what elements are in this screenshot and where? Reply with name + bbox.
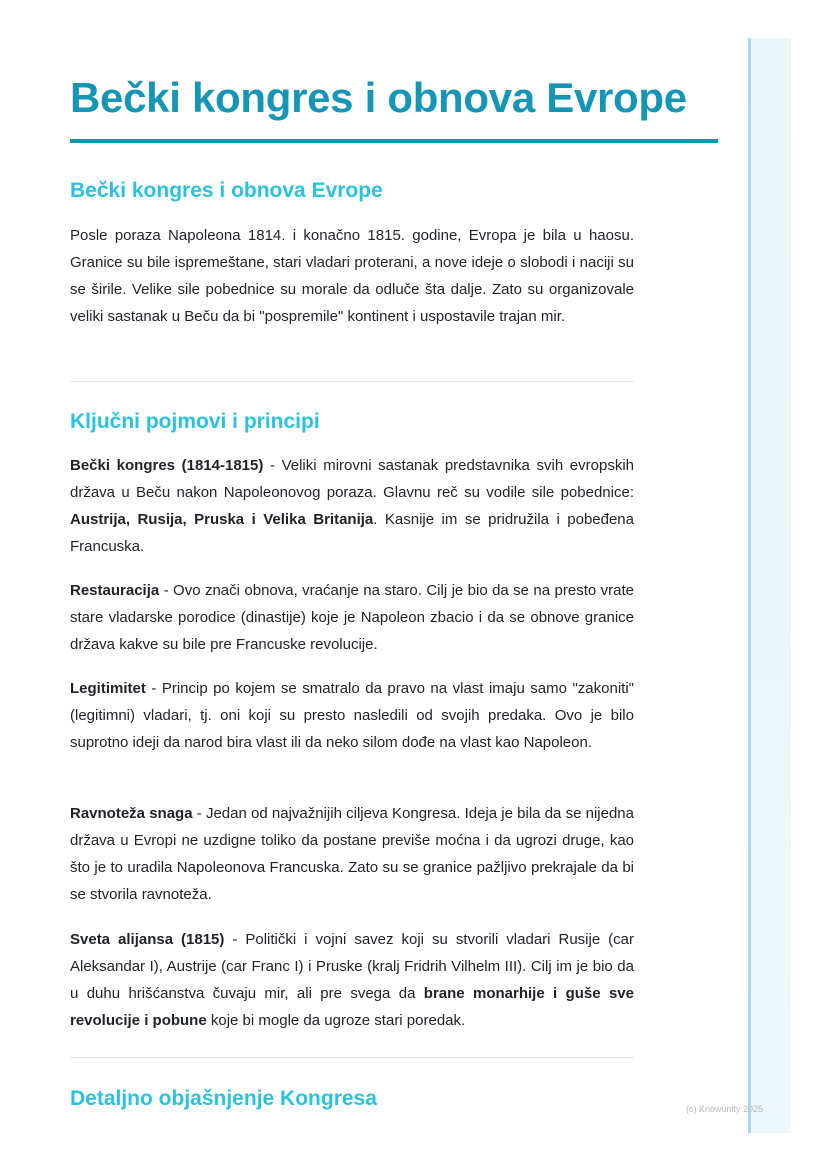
concept-term: Restauracija <box>70 582 160 599</box>
concept-text: - Ovo znači obnova, vraćanje na staro. Cilj je bio da se na presto vrate stare vladarske porodice (dinastije) koje je Napoleon zbacio i da se obnove granice država kakve su bile pre Francuske revolucije. <box>70 582 634 653</box>
concept-text: - Politički i vojni savez koji su stvorili vladari Rusije (car Aleksandar I), Austrije (car Franc I) i Pruske (kralj Fridrih Vilhelm III). Cilj im je bio da u duhu hrišćanstva čuvaju mir, ali pre svega da <box>70 931 634 1002</box>
concept-emphasis: Austrija, Rusija, Pruska i Velika Britanija <box>70 511 374 528</box>
intro-heading: Bečki kongres i obnova Evrope <box>70 179 383 202</box>
concept-term: Legitimitet <box>70 680 146 697</box>
page-title: Bečki kongres i obnova Evrope <box>70 74 687 121</box>
intro-paragraph: Posle poraza Napoleona 1814. i konačno 1815. godine, Evropa je bila u haosu. Granice su bile ispremeštane, stari vladari proterani, a nove ideje o slobodi i naciji su se širile. Velike sile pobednice su morale da odluče šta dalje. Zato su organizovale veliki sastanak u Beču da bi "pospremile" kontinent i uspostavile trajan mir. <box>70 227 634 325</box>
concept-text: - Jedan od najvažnijih ciljeva Kongresa. Ideja je bila da se nijedna država u Evropi ne uzdigne toliko da postane previše moćna i da ugrozi druge, kao što je to uradila Napoleonova Francuska. Zato su se granice pažljivo prekrajale da bi se stvorila ravnoteža. <box>70 805 634 903</box>
concept-restauracija <box>70 577 634 658</box>
concept-text: - Veliki mirovni sastanak predstavnika svih evropskih država u Beču nakon Napoleonovog poraza. Glavnu reč su vodile sile pobednice: <box>70 457 634 501</box>
sidebar-panel <box>748 38 791 1133</box>
concept-term: Bečki kongres (1814-1815) <box>70 457 264 474</box>
concept-legitimitet <box>70 675 634 756</box>
concept-emphasis: brane monarhije i guše sve revolucije i pobune <box>70 985 634 1029</box>
details-heading: Detaljno objašnjenje Kongresa <box>70 1087 377 1110</box>
title-underline <box>70 139 718 143</box>
concept-text: - Princip po kojem se smatralo da pravo na vlast imaju samo "zakoniti" (legitimni) vladari, tj. oni koji su presto nasledili od svojih predaka. Ovo je bilo suprotno ideji da narod bira vlast ili da neko silom dođe na vlast kao Napoleon. <box>70 680 634 751</box>
concept-becki-kongres <box>70 452 634 560</box>
concepts-heading: Ključni pojmovi i principi <box>70 410 320 433</box>
concept-text: koje bi mogle da ugroze stari poredak. <box>206 1012 466 1029</box>
sidebar-accent-rule <box>748 38 751 1133</box>
concept-term: Sveta alijansa (1815) <box>70 931 225 948</box>
section-divider <box>70 1057 634 1058</box>
concept-text: . Kasnije im se pridružila i pobeđena Francuska. <box>70 511 634 555</box>
section-divider <box>70 381 634 382</box>
concept-term: Ravnoteža snaga <box>70 805 193 822</box>
copyright-footer: (c) Knowunity 2025 <box>686 1104 764 1114</box>
concept-ravnoteza-snaga <box>70 800 634 908</box>
concept-sveta-alijansa <box>70 926 634 1034</box>
